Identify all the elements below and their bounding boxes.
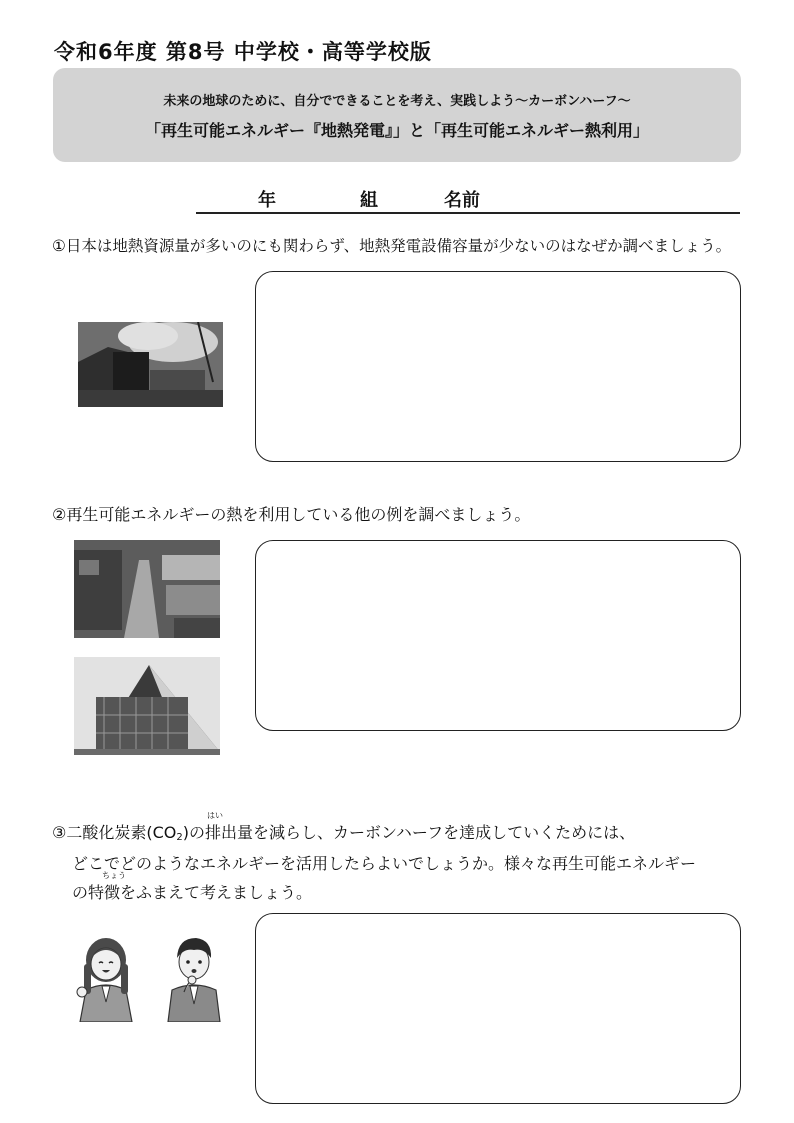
q3-text-e: をふまえて考えましょう。 <box>120 883 313 902</box>
boy-student-icon <box>164 930 224 1022</box>
name-row <box>196 182 740 214</box>
banner-topic: 「再生可能エネルギー『地熱発電』」と「再生可能エネルギー熱利用」 <box>144 121 649 140</box>
theme-banner <box>53 68 741 162</box>
boy-student-illustration <box>164 930 224 1022</box>
q3-text-a: ③二酸化炭素(CO <box>52 823 177 842</box>
ruby-chou <box>102 871 127 903</box>
question-2: ②再生可能エネルギーの熱を利用している他の例を調べましょう。 <box>52 505 531 524</box>
ruby-hai-base: 排 <box>204 823 221 842</box>
q3-text-d: の特 <box>72 883 105 902</box>
page-title: 令和6年度 第8号 中学校・高等学校版 <box>54 40 432 64</box>
banner-subtitle: 未来の地球のために、自分でできることを考え、実践しよう～カーボンハーフ～ <box>163 94 631 109</box>
q3-text-c: 出量を減らし、カーボンハーフを達成していくためには、 <box>221 823 636 842</box>
girl-student-illustration <box>76 930 136 1022</box>
question-3-line-2: どこでどのようなエネルギーを活用したらよいでしょうか。様々な再生可能エネルギー <box>72 854 697 873</box>
geothermal-plant-photo <box>78 322 223 407</box>
ruby-chou-base: 徴 <box>104 883 121 902</box>
glass-pyramid-image <box>74 657 220 755</box>
question-1: ①日本は地熱資源量が多いのにも関わらず、地熱発電設備容量が少ないのはなぜか調べましょう。 <box>52 237 732 255</box>
question-3-line-1 <box>52 811 636 843</box>
class-label: 組 <box>360 190 378 211</box>
year-label: 年 <box>258 190 276 211</box>
name-label: 名前 <box>444 190 480 211</box>
question-3-line-3 <box>72 871 313 903</box>
ruby-hai-reading: はい <box>206 811 223 820</box>
glass-pyramid-photo <box>74 657 220 755</box>
girl-student-icon <box>76 930 136 1022</box>
ruby-hai <box>204 811 223 843</box>
ruby-chou-reading: ちょう <box>102 871 127 880</box>
answer-box-2[interactable] <box>255 540 741 731</box>
answer-box-3[interactable] <box>255 913 741 1104</box>
answer-box-1[interactable] <box>255 271 741 462</box>
town-street-image <box>74 540 220 638</box>
q3-text-b: )の <box>182 823 205 842</box>
geothermal-plant-image <box>78 322 223 407</box>
co2-subscript: 2 <box>176 832 183 843</box>
town-street-photo <box>74 540 220 638</box>
